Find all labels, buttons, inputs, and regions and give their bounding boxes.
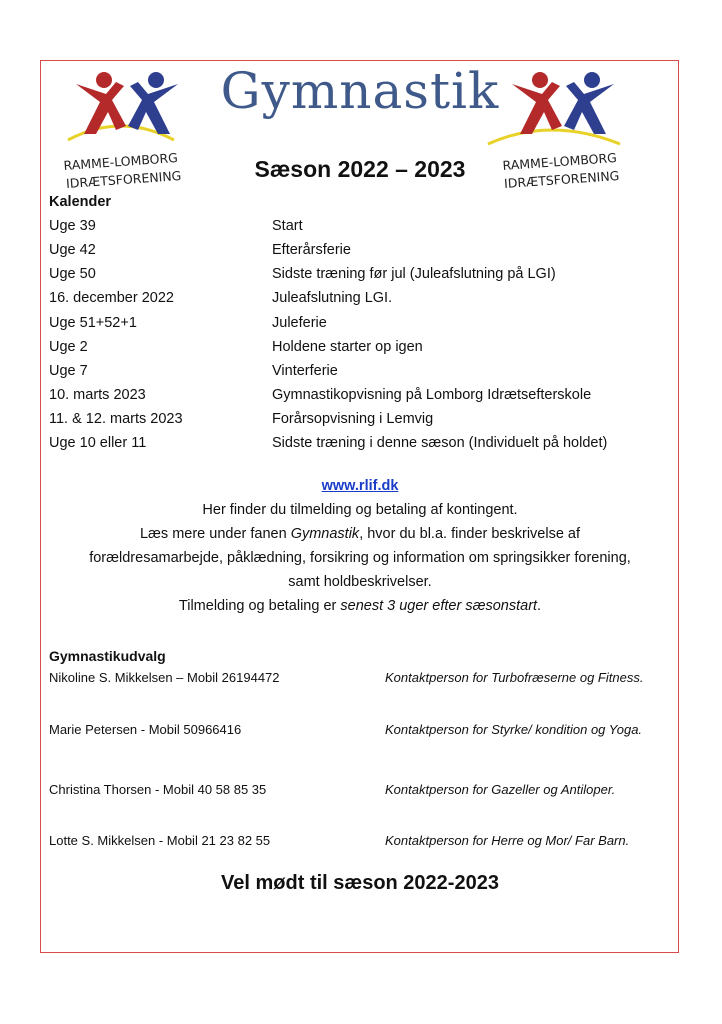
club-logo-left — [46, 64, 196, 194]
calendar-event: Vinterferie — [272, 363, 338, 379]
member-name: Christina Thorsen - Mobil 40 58 85 35 — [49, 782, 267, 797]
member-role: Kontaktperson for Herre og Mor/ Far Barn. — [385, 833, 630, 848]
calendar-date: Uge 2 — [49, 339, 88, 355]
member-role: Kontaktperson for Styrke/ kondition og Yoga. — [385, 722, 643, 737]
calendar-event: Efterårsferie — [272, 242, 351, 258]
calendar-event: Forårsopvisning i Lemvig — [272, 411, 434, 427]
calendar-date: Uge 7 — [49, 363, 88, 379]
calendar-date: Uge 42 — [49, 242, 96, 258]
calendar-date: Uge 50 — [49, 266, 96, 282]
info-line: forældresamarbejde, påklædning, forsikring og information om springsikker forening, — [89, 550, 631, 566]
member-role: Kontaktperson for Gazeller og Antiloper. — [385, 782, 616, 797]
season-heading: Sæson 2022 – 2023 — [254, 156, 466, 182]
calendar-event: Juleferie — [272, 315, 327, 331]
info-line: Læs mere under fanen Gymnastik, hvor du bl.a. finder beskrivelse af — [139, 526, 581, 542]
calendar-event: Sidste træning i denne sæson (Individuelt på holdet) — [272, 435, 608, 451]
member-name: Lotte S. Mikkelsen - Mobil 21 23 82 55 — [49, 833, 271, 848]
calendar-event: Gymnastikopvisning på Lomborg Idrætsefterskole — [272, 387, 592, 403]
calendar-date: Uge 51+52+1 — [49, 315, 137, 331]
info-line: Her finder du tilmelding og betaling af kontingent. — [202, 502, 518, 518]
committee-heading: Gymnastikudvalg — [49, 648, 166, 664]
member-role: Kontaktperson for Turbofræserne og Fitness. — [385, 670, 644, 685]
gymnastik-tab-name: Gymnastik — [290, 526, 360, 542]
calendar-event: Start — [272, 218, 303, 234]
calendar-event: Sidste træning før jul (Juleafslutning på LGI) — [272, 266, 556, 282]
closing-message: Vel mødt til sæson 2022-2023 — [221, 872, 499, 894]
logo-text-line2: IDRÆTSFORENING — [503, 168, 620, 192]
deadline-text: senest 3 uger efter sæsonstart — [340, 598, 538, 614]
logo-text-line2: IDRÆTSFORENING — [65, 168, 182, 192]
calendar-heading: Kalender — [49, 194, 112, 210]
website-link[interactable]: www.rlif.dk — [321, 478, 399, 494]
member-name: Marie Petersen - Mobil 50966416 — [49, 722, 242, 737]
page-title: Gymnastik — [220, 62, 500, 120]
calendar-date: 16. december 2022 — [49, 290, 174, 306]
calendar-date: Uge 10 eller 11 — [49, 435, 147, 451]
info-line: samt holdbeskrivelser. — [288, 574, 432, 590]
club-logo-right — [480, 64, 630, 194]
calendar-event: Juleafslutning LGI. — [272, 290, 393, 306]
calendar-date: 11. & 12. marts 2023 — [49, 411, 183, 427]
info-block — [40, 474, 680, 618]
calendar-date: 10. marts 2023 — [49, 387, 146, 403]
logo-text-line1: RAMME-LOMBORG — [502, 150, 618, 173]
info-line: Tilmelding og betaling er senest 3 uger efter sæsonstart. — [178, 598, 542, 614]
member-name: Nikoline S. Mikkelsen – Mobil 26194472 — [49, 670, 280, 685]
logo-text-line1: RAMME-LOMBORG — [63, 150, 179, 173]
calendar-date: Uge 39 — [49, 218, 96, 234]
calendar-event: Holdene starter op igen — [272, 339, 423, 355]
